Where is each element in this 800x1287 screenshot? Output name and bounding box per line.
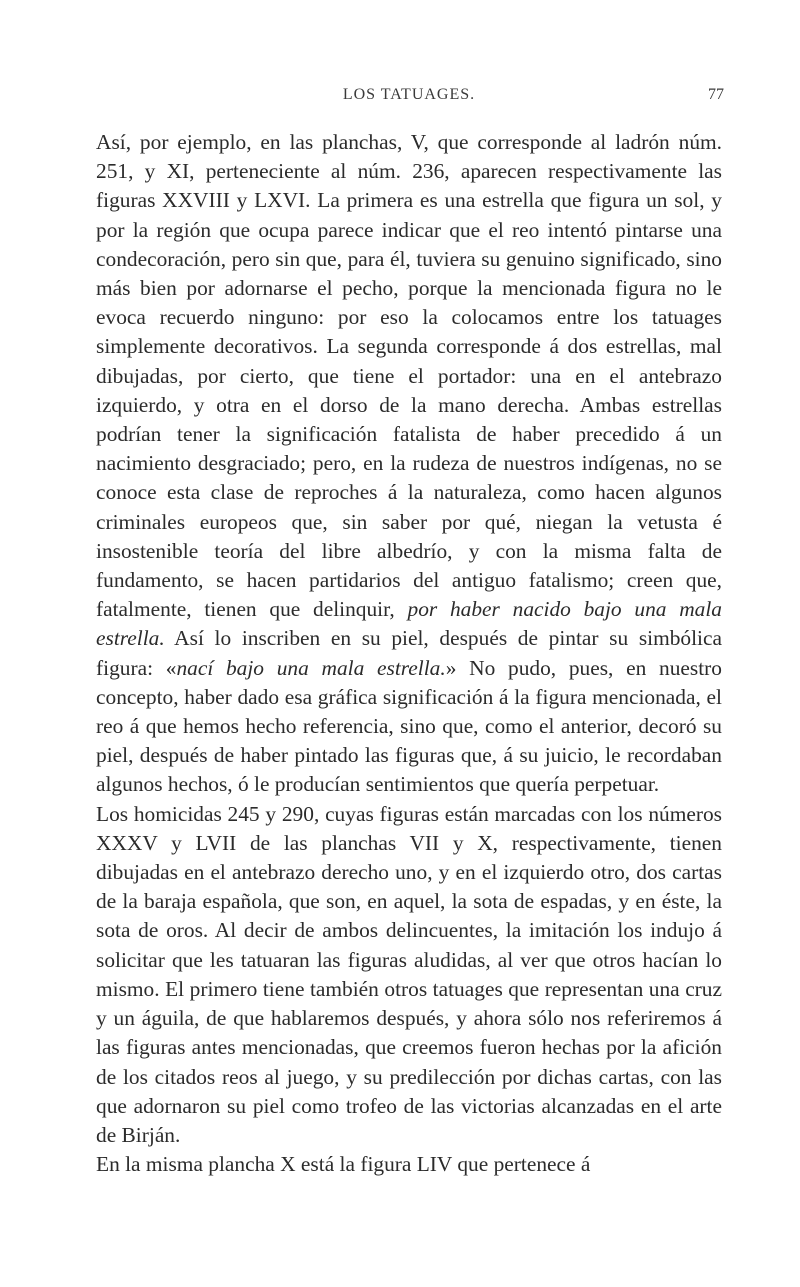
paragraph-2: Los homicidas 245 y 290, cuyas figuras están marcadas con los números XXXV y LVII de las planchas VII y X, respectivamente, tienen dibujadas en el antebrazo derecho uno, y en el izquierdo otro, dos cartas de la baraja española, que son, en aquel, la sota de espadas, y en éste, la sota de oros. Al decir de ambos delincuentes, la imitación los indujo á solicitar que les tatuaran las figuras aludidas, al ver que otros hacían lo mismo. El primero tiene también otros tatuages que representan una cruz y un águila, de que hablaremos después, y ahora sólo nos referiremos á las figuras antes mencionadas, que creemos fueron hechas por la afición de los citados reos al juego, y su predilección por dichas cartas, con las que adornaron su piel como trofeo de las victorias alcanzadas en el arte de Birján. [96,801,722,1147]
paragraph-1-text-b: Así lo inscriben en su piel, después de pintar su simbólica figura: « [96,626,722,680]
page-number: 77 [708,86,724,103]
paragraph-1-text-a: Así, por ejemplo, en las planchas, V, que corresponde al ladrón núm. 251, y XI, perteneciente al núm. 236, aparecen respectivamente las figuras XXVIII y LXVI. La primera es una estrella que figura un sol, y por la región que ocupa parece indicar que el reo intentó pintarse una condecoración, pero sin que, para él, tuviera su genuino significado, sino más bien por adornarse el pecho, porque la mencionada figura no le evoca recuerdo ninguno: por eso la colocamos entre los tatuages simplemente decorativos. La segunda corresponde á dos estrellas, mal dibujadas, por cierto, que tiene el portador: una en el antebrazo izquierdo, y otra en el dorso de la mano derecha. Ambas estrellas podrían tener la significación fatalista de haber precedido á un nacimiento desgraciado; pero, en la rudeza de nuestros indígenas, no se conoce esta clase de reproches á la naturaleza, como hacen algunos criminales europeos que, sin saber por qué, niegan la vetusta é insostenible teoría del libre albedrío, y con la misma falta de fundamento, se hacen partidarios del antiguo fatalismo; creen que, fatalmente, tienen que delinquir, [96,130,722,622]
paragraph-1 [96,128,722,800]
paragraph-1-italic-a: por haber nacido bajo una mala estrella. [96,597,722,651]
running-title: LOS TATUAGES. [342,86,476,103]
body-text [96,128,722,1179]
paragraph-1-text-c: » No pudo, pues, en nuestro concepto, haber dado esa gráfica significación á la figura mencionada, el reo á que hemos hecho referencia, sino que, como el anterior, decoró su piel, después de haber pintado las figuras que, á su juicio, le recordaban algunos hechos, ó le producían sentimientos que quería perpetuar. [96,655,722,797]
running-header [94,86,724,110]
paragraph-1-italic-b: nací bajo una mala estrella. [176,655,446,680]
paragraph-3: En la misma plancha X está la figura LIV que pertenece á [96,1152,591,1177]
